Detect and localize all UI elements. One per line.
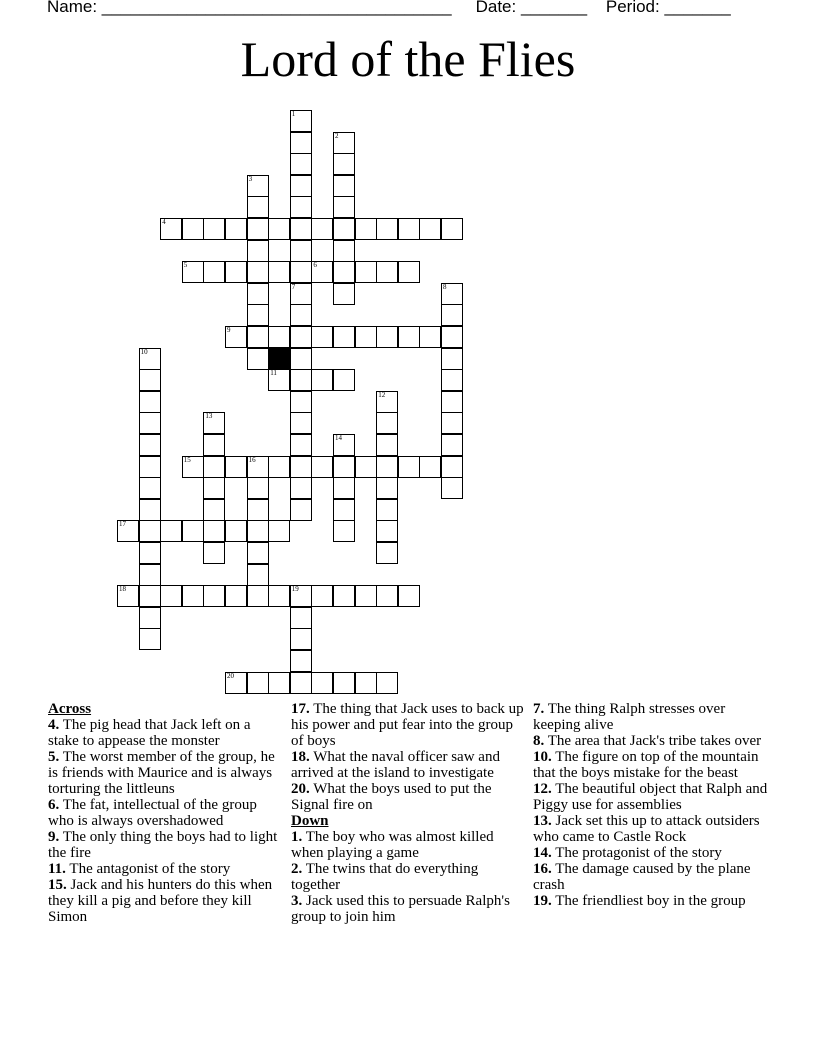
grid-cell[interactable] [311,261,333,283]
clue-down-2: 2. The twins that do everything together [291,861,479,893]
grid-cell[interactable] [290,628,312,650]
grid-cell[interactable] [268,520,290,542]
grid-cell[interactable] [376,326,398,348]
clue-across-6: 6. The fat, intellectual of the group who is always overshadowed [48,797,257,829]
grid-cell[interactable] [290,456,312,478]
clue-down-14: 14. The protagonist of the story [533,845,722,861]
grid-cell[interactable] [311,585,333,607]
clue-across-17: 17. The thing that Jack uses to back up his power and put fear into the group of boys [291,701,524,749]
grid-cell[interactable] [290,110,312,132]
grid-cell[interactable] [203,499,225,521]
grid-cell[interactable] [333,196,355,218]
grid-cell[interactable] [419,326,441,348]
grid-cell[interactable] [376,477,398,499]
grid-cell[interactable] [333,240,355,262]
grid-cell[interactable] [139,628,161,650]
grid-cell[interactable] [441,348,463,370]
grid-cell[interactable] [225,520,247,542]
grid-cell[interactable] [290,499,312,521]
grid-cell[interactable] [139,456,161,478]
page-title: Lord of the Flies [240,31,576,87]
clue-number: 13 [205,412,213,421]
grid-cell[interactable] [247,477,269,499]
clue-across-20: 20. What the boys used to put the Signal fire on [291,781,492,813]
grid-cell[interactable] [290,391,312,413]
grid-cell[interactable] [247,672,269,694]
grid-cell[interactable] [290,412,312,434]
grid-cell[interactable] [182,218,204,240]
grid-cell[interactable] [290,585,312,607]
grid-cell[interactable] [225,326,247,348]
grid-cell[interactable] [225,456,247,478]
grid-cell[interactable] [182,520,204,542]
clue-number: 18 [119,585,126,594]
grid-cell[interactable] [441,434,463,456]
grid-cell[interactable] [139,564,161,586]
grid-cell[interactable] [203,412,225,434]
grid-cell[interactable] [139,585,161,607]
grid-cell[interactable] [247,304,269,326]
grid-cell[interactable] [333,477,355,499]
grid-cell[interactable] [333,499,355,521]
grid-cell[interactable] [441,391,463,413]
grid-cell[interactable] [333,326,355,348]
grid-cell[interactable] [247,520,269,542]
grid-cell[interactable] [376,391,398,413]
down-heading: Down [291,813,329,829]
grid-cell[interactable] [139,477,161,499]
grid-cell[interactable] [376,520,398,542]
clue-down-8: 8. The area that Jack's tribe takes over [533,733,762,749]
grid-cell[interactable] [333,283,355,305]
grid-cell[interactable] [398,218,420,240]
clue-down-13: 13. Jack set this up to attack outsiders who came to Castle Rock [533,813,760,845]
grid-cell[interactable] [225,261,247,283]
grid-cell[interactable] [182,585,204,607]
grid-cell[interactable] [160,218,182,240]
grid-cell[interactable] [355,326,377,348]
grid-cell[interactable] [290,304,312,326]
grid-cell[interactable] [203,477,225,499]
grid-cell[interactable] [398,456,420,478]
grid-cell[interactable] [398,261,420,283]
grid-cell[interactable] [333,153,355,175]
clue-number: 11 [270,369,277,378]
across-heading: Across [48,701,92,717]
grid-cell[interactable] [203,542,225,564]
grid-cell[interactable] [290,261,312,283]
grid-cell[interactable] [333,456,355,478]
grid-cell[interactable] [268,218,290,240]
grid-cell[interactable] [203,585,225,607]
grid-cell[interactable] [333,369,355,391]
grid-cell[interactable] [290,175,312,197]
grid-cell[interactable] [355,218,377,240]
grid-cell[interactable] [203,520,225,542]
grid-cell[interactable] [419,456,441,478]
grid-cell[interactable] [290,196,312,218]
grid-cell[interactable] [290,132,312,154]
grid-cell[interactable] [333,520,355,542]
grid-cell[interactable] [333,672,355,694]
grid-cell[interactable] [333,434,355,456]
grid-cell[interactable] [398,326,420,348]
grid-cell[interactable] [117,585,139,607]
grid-cell[interactable] [290,218,312,240]
grid-cell[interactable] [441,218,463,240]
clue-number: 14 [335,434,342,442]
grid-cell[interactable] [268,369,290,391]
grid-cell[interactable] [182,456,204,478]
grid-cell[interactable] [268,456,290,478]
grid-cell[interactable] [139,369,161,391]
grid-cell[interactable] [419,218,441,240]
grid-cell[interactable] [290,369,312,391]
grid-cell[interactable] [247,348,269,370]
grid-cell[interactable] [268,326,290,348]
grid-cell[interactable] [376,585,398,607]
grid-cell[interactable] [376,542,398,564]
grid-cell[interactable] [290,348,312,370]
grid-cell[interactable] [247,564,269,586]
clue-across-11: 11. The antagonist of the story [48,861,231,877]
clue-number: 16 [248,455,256,464]
clue-down-12: 12. The beautiful object that Ralph and Piggy use for assemblies [533,781,768,813]
grid-cell[interactable] [247,326,269,348]
clue-number: 8 [443,282,447,291]
clue-number: 4 [162,218,166,226]
grid-cell[interactable] [203,261,225,283]
grid-cell[interactable] [441,304,463,326]
grid-cell[interactable] [139,412,161,434]
grid-cell[interactable] [290,672,312,694]
clue-number: 10 [140,347,148,356]
grid-cell[interactable] [441,283,463,305]
clue-down-3: 3. Jack used this to persuade Ralph's group to join him [291,893,510,925]
grid-cell[interactable] [355,585,377,607]
grid-cell[interactable] [290,283,312,305]
grid-cell[interactable] [247,456,269,478]
grid-cell[interactable] [376,218,398,240]
grid-cell[interactable] [311,369,333,391]
clue-number: 3 [248,174,253,183]
grid-cell[interactable] [441,369,463,391]
grid-cell[interactable] [268,261,290,283]
grid-cell[interactable] [247,499,269,521]
grid-cell[interactable] [139,348,161,370]
grid-cell[interactable] [355,456,377,478]
name-field[interactable]: Name: _____________________________________ [47,0,452,16]
grid-cell[interactable] [311,218,333,240]
grid-cell[interactable] [333,585,355,607]
grid-cell[interactable] [268,585,290,607]
clues-column-1 [48,701,283,925]
grid-cell[interactable] [441,456,463,478]
grid-cell[interactable] [311,672,333,694]
clues-column-3 [533,701,773,955]
grid-cell[interactable] [333,261,355,283]
clue-across-15: 15. Jack and his hunters do this when they kill a pig and before they kill Simon [48,877,273,925]
grid-cell[interactable] [247,175,269,197]
clue-number: 19 [291,585,299,594]
grid-cell[interactable] [398,585,420,607]
grid-cell[interactable] [139,499,161,521]
clue-across-9: 9. The only thing the boys had to light the fire [48,829,278,861]
grid-cell[interactable] [441,412,463,434]
clues-column-2 [291,701,526,925]
grid-cell[interactable] [333,218,355,240]
clue-down-10: 10. The figure on top of the mountain that the boys mistake for the beast [533,749,759,781]
grid-cell[interactable] [311,456,333,478]
clue-number: 7 [291,282,296,291]
grid-cell[interactable] [160,585,182,607]
grid-cell[interactable] [139,520,161,542]
grid-cell[interactable] [203,218,225,240]
grid-cell[interactable] [139,434,161,456]
clue-across-18: 18. What the naval officer saw and arrived at the island to investigate [291,749,500,781]
clue-number: 1 [291,110,296,118]
grid-cell[interactable] [225,585,247,607]
grid-cell[interactable] [290,477,312,499]
clue-across-5: 5. The worst member of the group, he is friends with Maurice and is always torturing the littleuns [48,749,275,797]
grid-cell[interactable] [160,520,182,542]
grid-cell[interactable] [139,607,161,629]
grid-cell[interactable] [225,672,247,694]
clue-down-7: 7. The thing Ralph stresses over keeping alive [533,701,726,733]
grid-cell[interactable] [247,218,269,240]
grid-cell[interactable] [290,326,312,348]
clue-number: 9 [227,326,231,334]
grid-cell[interactable] [290,240,312,262]
grid-cell[interactable] [333,132,355,154]
clue-down-19: 19. The friendliest boy in the group [533,893,746,909]
grid-cell[interactable] [117,520,139,542]
clue-number: 12 [378,390,386,399]
grid-cell[interactable] [247,585,269,607]
grid-cell[interactable] [247,240,269,262]
grid-cell[interactable] [376,412,398,434]
grid-cell[interactable] [376,672,398,694]
grid-cell[interactable] [441,326,463,348]
clue-number: 17 [119,520,126,529]
grid-cell[interactable] [376,434,398,456]
grid-cell[interactable] [247,261,269,283]
grid-cell[interactable] [290,607,312,629]
clue-number: 20 [227,671,234,680]
clue-down-1: 1. The boy who was almost killed when playing a game [291,829,494,861]
grid-cell[interactable] [376,261,398,283]
clue-down-16: 16. The damage caused by the plane crash [533,861,751,893]
date-field[interactable]: Date: _______ [475,0,588,16]
clue-across-4: 4. The pig head that Jack left on a stake to appease the monster [48,717,251,749]
grid-cell[interactable] [441,477,463,499]
grid-cell[interactable] [139,391,161,413]
grid-cell[interactable] [203,434,225,456]
black-square [268,348,290,370]
grid-cell[interactable] [247,542,269,564]
clue-number: 6 [313,261,317,270]
grid-cell[interactable] [139,542,161,564]
grid-cell[interactable] [376,499,398,521]
clue-number: 2 [335,131,339,140]
grid-cell[interactable] [355,672,377,694]
clue-number: 15 [183,455,191,464]
grid-cell[interactable] [182,261,204,283]
grid-cell[interactable] [247,283,269,305]
clue-number: 5 [183,261,188,270]
grid-cell[interactable] [333,175,355,197]
grid-cell[interactable] [247,196,269,218]
grid-cell[interactable] [290,153,312,175]
grid-cell[interactable] [311,326,333,348]
grid-cell[interactable] [376,456,398,478]
period-field[interactable]: Period: _______ [605,0,731,16]
grid-cell[interactable] [355,261,377,283]
grid-cell[interactable] [225,218,247,240]
grid-cell[interactable] [268,672,290,694]
grid-cell[interactable] [203,456,225,478]
grid-cell[interactable] [290,650,312,672]
grid-cell[interactable] [290,434,312,456]
